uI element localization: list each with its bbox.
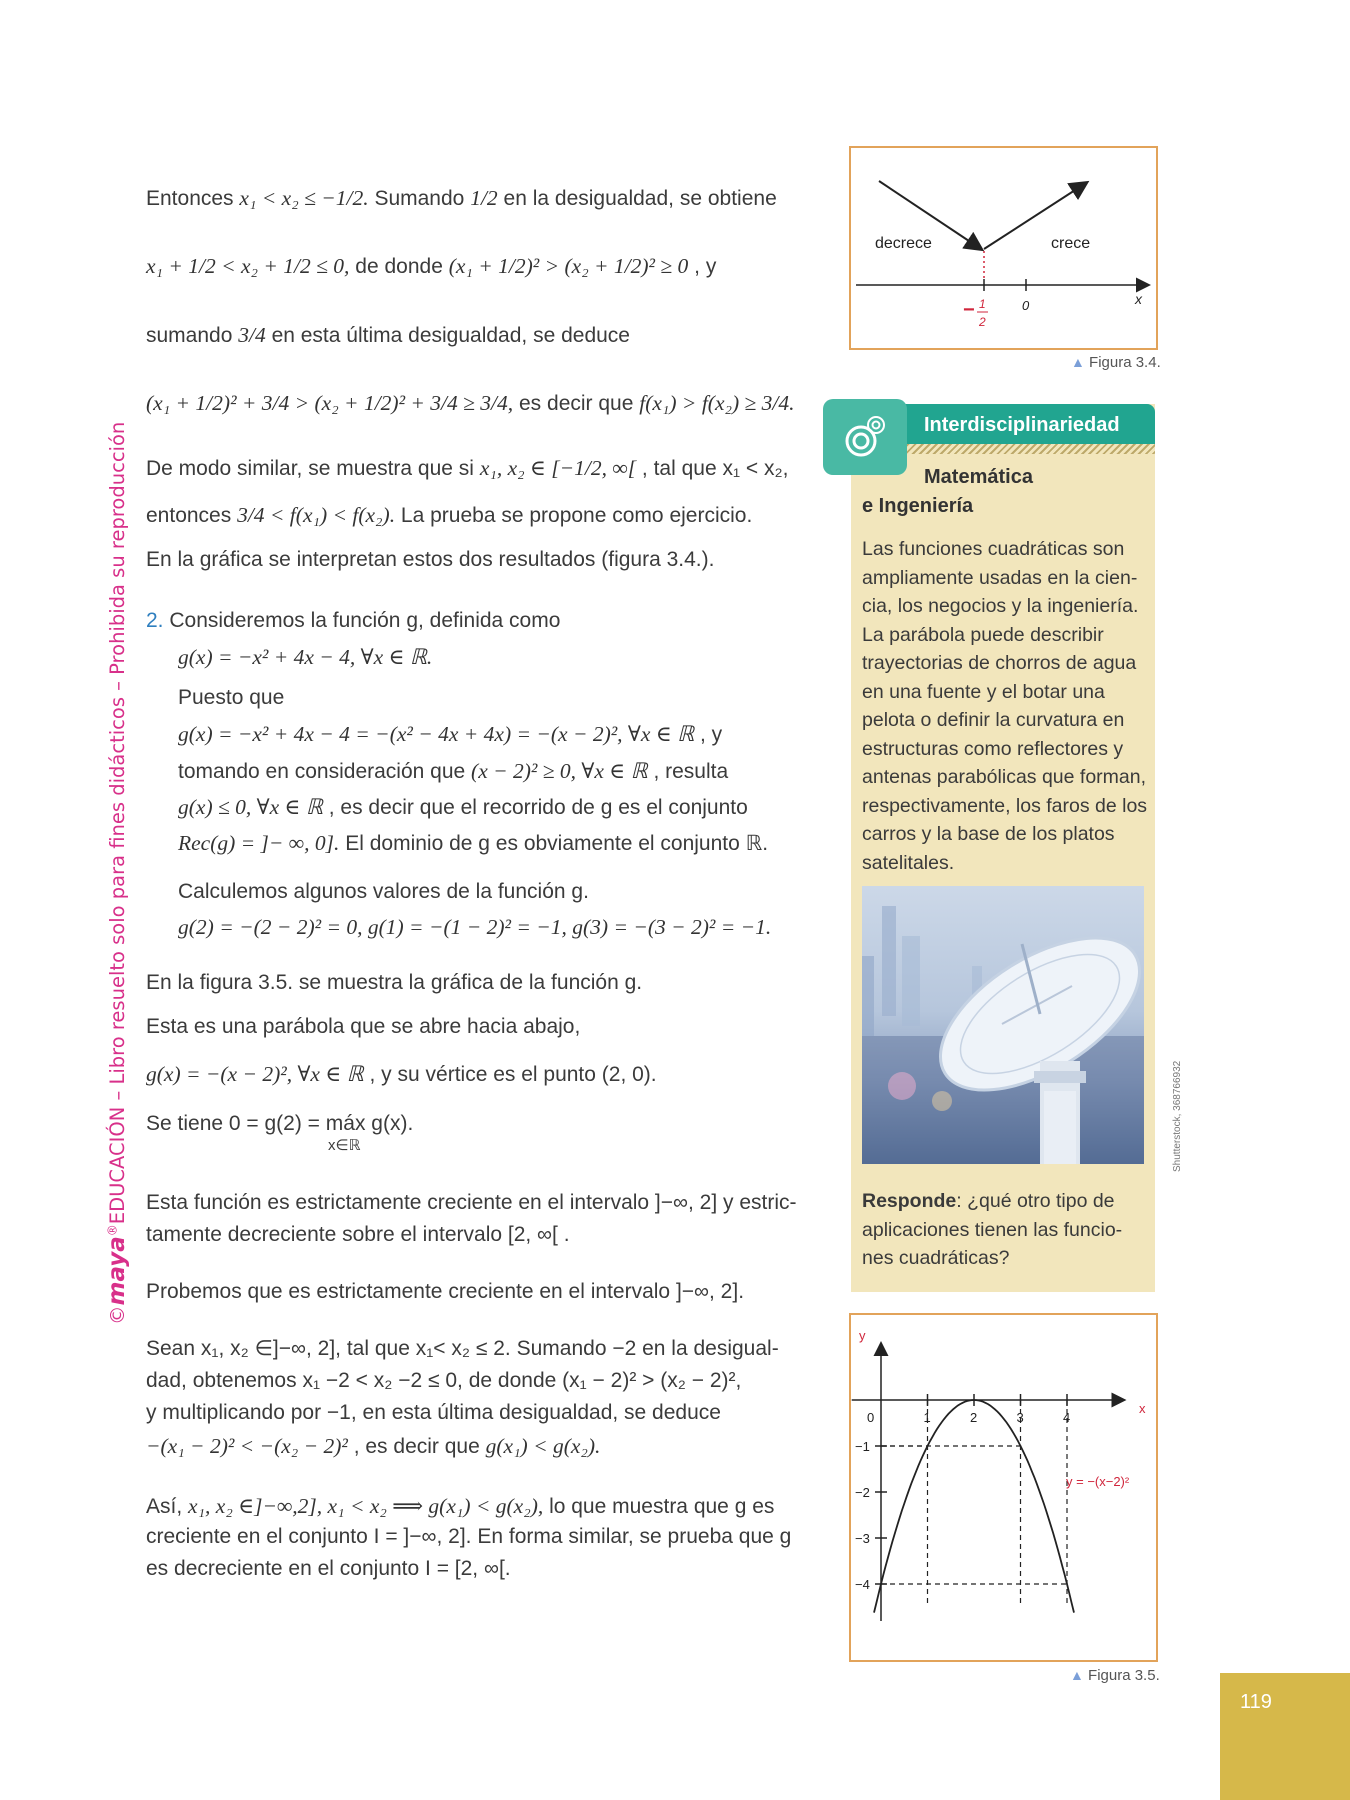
- responde-label: Responde: [862, 1190, 957, 1212]
- decrece-label: decrece: [875, 235, 932, 252]
- text-line: [146, 456, 788, 481]
- responde-text: : ¿qué otro tipo de aplicaciones tienen las funcio-nes cuadráticas?: [862, 1190, 1123, 1269]
- target-rings-icon: [823, 399, 907, 475]
- registered-mark: ®: [105, 1224, 120, 1237]
- text-line: En la gráfica se interpretan estos dos resultados (figura 3.4.).: [146, 548, 715, 571]
- y-tick-label: −3: [855, 1531, 870, 1546]
- figure-3-5: [849, 1313, 1158, 1662]
- item-number: 2.: [146, 609, 164, 632]
- math-expression: g(2) = −(2 − 2)² = 0, g(1) = −(1 − 2)² = −1, g(3) = −(3 − 2)² = −1.: [178, 915, 772, 939]
- text-line: creciente en el conjunto I = ]−∞, 2]. En forma similar, se prueba que g: [146, 1525, 792, 1548]
- y-tick-label: −4: [855, 1577, 870, 1592]
- text-line: es decreciente en el conjunto I = [2, ∞[.: [146, 1557, 511, 1580]
- body-text: Las funciones cuadráticas son ampliamente usadas en la cien-cia, los negocios y la ingeniería. La parábola puede describir trayectorias de chorros de agua en una fuente y el botar una pelota o definir la curvatura en estructuras como reflectores y antenas parabólicas que forman, respectivamente, los faros de los carros y la base de los platos satelitales.: [862, 538, 1148, 874]
- text-span: Consideremos la función g, definida como: [169, 609, 561, 632]
- text-line: [146, 1494, 774, 1519]
- text-span: , tal que x₁ < x₂,: [641, 457, 789, 480]
- math-expression: g(x) = −x² + 4x − 4 = −(x² − 4x + 4x) = −(x − 2)², ∀x ∈ ℝ: [178, 722, 695, 746]
- math-expression: g(x) = −(x − 2)², ∀x ∈ ℝ: [146, 1062, 364, 1086]
- header-hatch: [900, 444, 1155, 454]
- x-tick-label: 4: [1063, 1410, 1071, 1425]
- math-expression: x₁, x₂ ∈ [−1/2, ∞[: [479, 456, 637, 480]
- math-expression: (x − 2)² ≥ 0, ∀x ∈ ℝ: [471, 759, 648, 783]
- x-tick-label: 2: [970, 1410, 978, 1425]
- text-line: tamente decreciente sobre el intervalo [2, ∞[ .: [146, 1223, 570, 1246]
- math-expression: x₁, x₂ ∈]−∞,2], x₁ < x₂ ⟹ g(x₁) < g(x₂),: [188, 1494, 544, 1518]
- crece-label: crece: [1051, 235, 1091, 252]
- x-tick-label: 3: [1016, 1410, 1024, 1425]
- subscript-text: x∈ℝ: [328, 1137, 361, 1154]
- credit-text: EDUCACIÓN – Libro resuelto solo para fines didácticos – Prohibida su reproducción: [106, 421, 129, 1225]
- x-axis-label: x: [1139, 1401, 1146, 1416]
- page-number-tab: [1220, 1673, 1350, 1800]
- text-span: tomando en consideración que: [178, 760, 466, 783]
- text-line: Esta función es estrictamente creciente en el intervalo ]−∞, 2] y estric-: [146, 1191, 797, 1214]
- caption-text: Figura 3.4.: [1089, 354, 1161, 371]
- text-line: En la figura 3.5. se muestra la gráfica de la función g.: [146, 971, 643, 994]
- text-line: Sean x₁, x₂ ∈]−∞, 2], tal que x₁< x₂ ≤ 2. Sumando −2 en la desigual-: [146, 1337, 779, 1360]
- figure-3-4-caption: [1071, 354, 1161, 371]
- text-line: [178, 795, 748, 820]
- math-expression: (x₁ + 1/2)² > (x₂ + 1/2)² ≥ 0: [448, 254, 689, 278]
- text-line: [146, 1062, 657, 1087]
- x-axis-label: x: [1135, 291, 1142, 307]
- text-line: [178, 759, 728, 784]
- math-expression: 3/4 < f(x₁) < f(x₂).: [237, 503, 396, 527]
- math-expression: g(x₁) < g(x₂).: [485, 1434, 601, 1458]
- text-span: lo que muestra que g es: [549, 1495, 775, 1518]
- text-span: es decir que: [519, 392, 634, 415]
- text-span: Sumando: [374, 187, 465, 210]
- parabola-chart: [851, 1315, 1156, 1660]
- x-tick-label: 0: [867, 1410, 875, 1425]
- photo-credit: Shutterstock, 368766932: [1172, 1060, 1183, 1172]
- text-line: Se tiene 0 = g(2) = máx g(x).: [146, 1112, 414, 1135]
- text-line: Probemos que es estrictamente creciente en el intervalo ]−∞, 2].: [146, 1280, 745, 1303]
- text-span: , resulta: [653, 760, 729, 783]
- neg-sign: −: [963, 299, 975, 321]
- math-expression: (x₁ + 1/2)² + 3/4 > (x₂ + 1/2)² + 3/4 ≥ 3/4,: [146, 391, 514, 415]
- brand-logo: maya: [104, 1236, 130, 1306]
- text-span: , y: [694, 255, 717, 278]
- text-line: [146, 503, 752, 528]
- satellite-dish-photo: [862, 886, 1144, 1164]
- curve-label: y = −(x−2)²: [1066, 1474, 1130, 1489]
- text-span: en la desigualdad, se obtiene: [503, 187, 777, 210]
- y-tick-label: −1: [855, 1439, 870, 1454]
- text-line: [178, 831, 768, 856]
- numbered-item: [146, 609, 560, 633]
- zero-label: 0: [1022, 298, 1030, 313]
- text-span: El dominio de g es obviamente el conjunto ℝ.: [345, 832, 769, 855]
- text-line: [178, 645, 432, 670]
- math-expression: x₁ + 1/2 < x₂ + 1/2 ≤ 0,: [146, 254, 350, 278]
- side-credit: [104, 422, 130, 1325]
- math-expression: 3/4: [238, 323, 266, 347]
- text-span: sumando: [146, 324, 233, 347]
- text-span: Entonces: [146, 187, 234, 210]
- figure-3-5-caption: [1070, 1667, 1160, 1684]
- x-tick-label: 1: [923, 1410, 931, 1425]
- caption-triangle-icon: ▲: [1070, 1667, 1084, 1683]
- caption-text: Figura 3.5.: [1088, 1667, 1160, 1684]
- figure-3-4: [849, 146, 1158, 350]
- text-line: [146, 1434, 600, 1459]
- text-line: [178, 915, 771, 940]
- text-line: [146, 391, 795, 416]
- figure-3-4-graphic: [851, 148, 1156, 348]
- interdisciplinary-title-line1: Matemática: [924, 466, 1033, 488]
- math-expression: f(x₁) > f(x₂) ≥ 3/4.: [639, 391, 795, 415]
- text-span: entonces: [146, 504, 232, 527]
- text-span: La prueba se propone como ejercicio.: [400, 504, 753, 527]
- text-span: De modo similar, se muestra que si: [146, 457, 474, 480]
- responde-question: [862, 1187, 1152, 1273]
- text-line: [146, 254, 716, 279]
- text-span: , y su vértice es el punto (2, 0).: [369, 1063, 657, 1086]
- text-span: , es decir que el recorrido de g es el conjunto: [328, 796, 748, 819]
- text-line: dad, obtenemos x₁ −2 < x₂ −2 ≤ 0, de donde (x₁ − 2)² > (x₂ − 2)²,: [146, 1369, 742, 1392]
- copyright-symbol: ©: [106, 1305, 129, 1325]
- math-expression: g(x) = −x² + 4x − 4, ∀x ∈ ℝ.: [178, 645, 433, 669]
- math-expression: x₁ < x₂ ≤ −1/2.: [239, 186, 369, 210]
- text-line: Calculemos algunos valores de la función g.: [178, 880, 589, 903]
- interdisciplinary-header: Interdisciplinariedad: [900, 404, 1155, 444]
- y-tick-label: −2: [855, 1485, 870, 1500]
- text-span: en esta última desigualdad, se deduce: [271, 324, 630, 347]
- half-numerator: 1: [979, 297, 986, 311]
- text-line: [178, 722, 722, 747]
- parabola-curve: [874, 1400, 1074, 1613]
- page-number: 119: [1240, 1691, 1272, 1713]
- text-span: , y: [700, 723, 723, 746]
- text-line: Esta es una parábola que se abre hacia abajo,: [146, 1015, 581, 1038]
- text-line: y multiplicando por −1, en esta última desigualdad, se deduce: [146, 1401, 721, 1424]
- text-line: [146, 186, 777, 211]
- text-line: Puesto que: [178, 686, 285, 709]
- y-axis-label: y: [859, 1328, 866, 1343]
- math-expression: g(x) ≤ 0, ∀x ∈ ℝ: [178, 795, 323, 819]
- text-span: Así,: [146, 1495, 183, 1518]
- interdisciplinary-body: [862, 535, 1152, 877]
- text-line: [146, 323, 630, 348]
- text-span: , es decir que: [353, 1435, 480, 1458]
- math-expression: Rec(g) = ]− ∞, 0].: [178, 831, 340, 855]
- interdisciplinary-tab: [823, 399, 907, 475]
- text-span: de donde: [355, 255, 443, 278]
- interdisciplinary-title-line2: e Ingeniería: [862, 495, 974, 517]
- half-denominator: 2: [979, 315, 986, 329]
- satellite-dish-image: [862, 886, 1144, 1164]
- caption-triangle-icon: ▲: [1071, 354, 1085, 370]
- math-expression: −(x₁ − 2)² < −(x₂ − 2)²: [146, 1434, 348, 1458]
- math-expression: 1/2: [470, 186, 498, 210]
